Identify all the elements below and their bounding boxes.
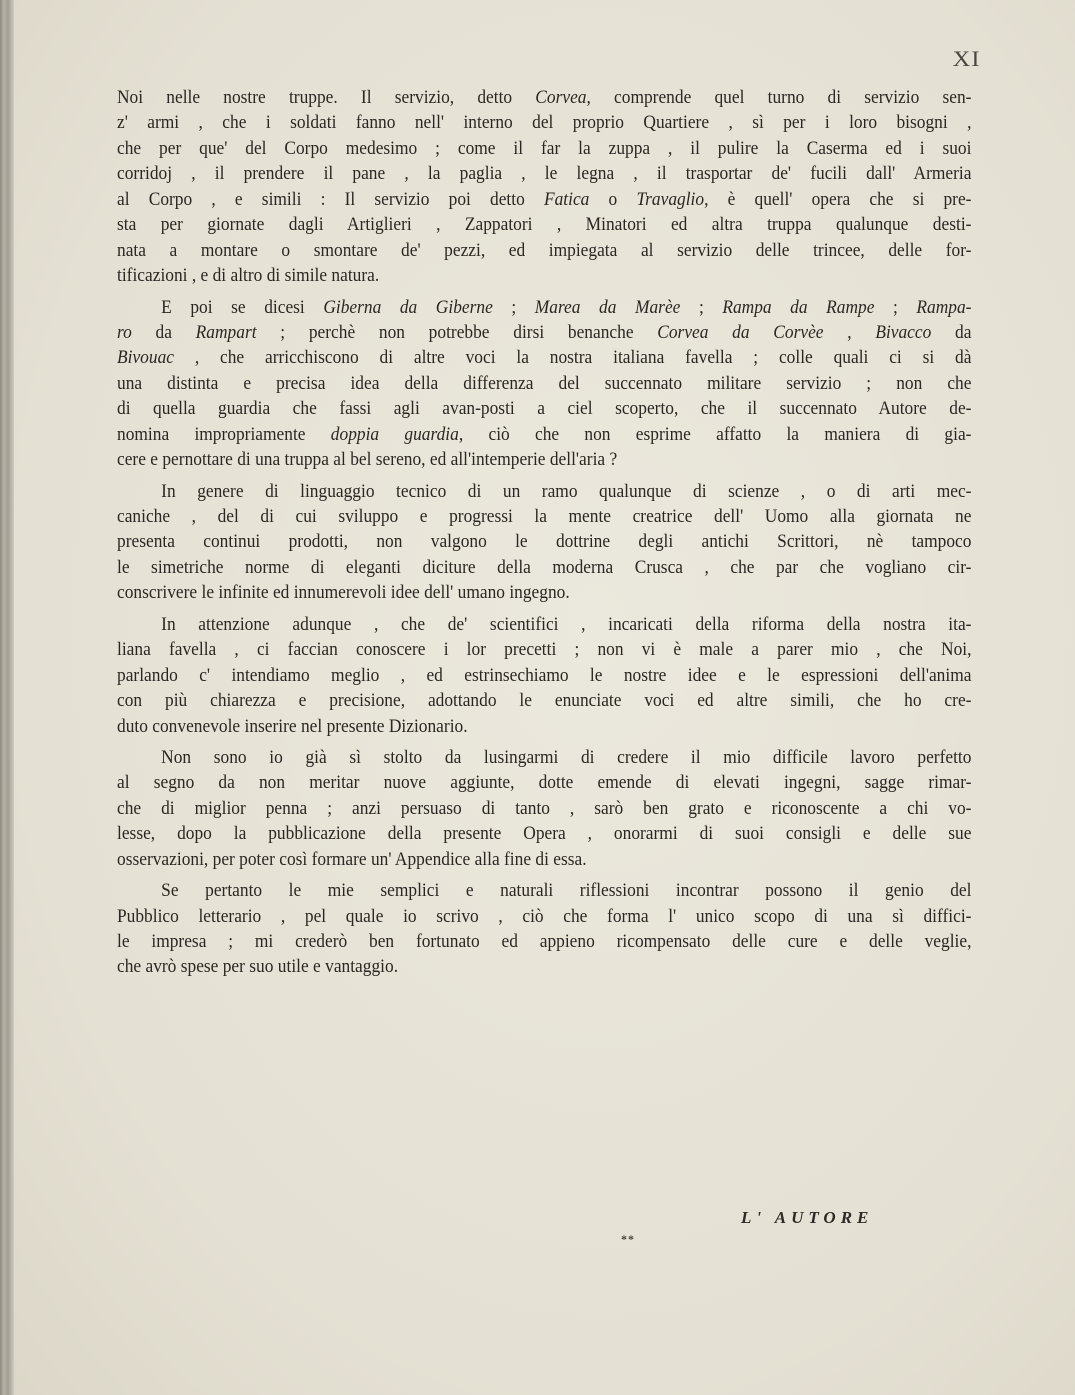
text-line: che avrò spese per suo utile e vantaggio. xyxy=(117,957,399,978)
text-line: tificazioni , e di altro di simile natura. xyxy=(117,266,380,287)
text-line: con più chiarezza e precisione, adottando le enunciate voci ed altre simili, che ho cre- xyxy=(117,691,972,712)
text-line: Non sono io già sì stolto da lusingarmi di credere il mio difficile lavoro perfetto xyxy=(161,747,972,768)
book-binding-edge xyxy=(0,0,14,1395)
text-line: caniche , del di cui sviluppo e progressi la mente creatrice dell' Uomo alla giornata ne xyxy=(117,507,972,527)
text-line: Pubblico letterario , pel quale io scrivo , ciò che forma l' unico scopo di una sì diffici- xyxy=(117,906,972,927)
text-line: In genere di linguaggio tecnico di un ramo qualunque di scienze , o di arti mec- xyxy=(161,481,972,502)
text-line: le simetriche norme di eleganti diciture della moderna Crusca , che par che vogliano cir- xyxy=(117,557,972,578)
text-line: osservazioni, per poter così formare un' Appendice alla fine di essa. xyxy=(117,849,587,870)
text-line: ro da Rampart ; perchè non potrebbe dirsi benanche Corvea da Corvèe , Bivacco da xyxy=(117,322,972,343)
text-line: una distinta e precisa idea della differenza del succennato militare servizio ; non che xyxy=(117,373,972,394)
text-line: Bivouac , che arricchiscono di altre voci la nostra italiana favella ; colle quali ci si dà xyxy=(117,348,972,369)
text-line: conscrivere le infinite ed innumerevoli idee dell' umano ingegno. xyxy=(117,583,570,604)
text-line: lesse, dopo la pubblicazione della presente Opera , onorarmi di suoi consigli e delle sue xyxy=(117,824,972,845)
paragraph xyxy=(117,86,972,290)
paragraph xyxy=(117,296,972,474)
text-line: cere e pernottare di una truppa al bel sereno, ed all'intemperie dell'aria ? xyxy=(117,450,618,471)
text-line: Se pertanto le mie semplici e naturali riflessioni incontrar possono il genio del xyxy=(161,881,972,902)
page-number: XI xyxy=(952,46,981,71)
text-line: presenta continui prodotti, non valgono le dottrine degli antichi Scrittori, nè tampoco xyxy=(117,532,972,553)
text-line: In attenzione adunque , che de' scientifici , incaricati della riforma della nostra ita- xyxy=(161,614,972,635)
text-line: sta per giornate dagli Artiglieri , Zappatori , Minatori ed altra truppa qualunque desti- xyxy=(117,215,972,236)
text-line: che per que' del Corpo medesimo ; come il far la zuppa , il pulire la Caserma ed i suoi xyxy=(117,138,972,159)
text-line: parlando c' intendiamo meglio , ed estrinsechiamo le nostre idee e le espressioni dell'anima xyxy=(117,665,972,686)
text-line: Noi nelle nostre truppe. Il servizio, detto Corvea, comprende quel turno di servizio sen- xyxy=(117,88,972,108)
text-line: che di miglior penna ; anzi persuaso di tanto , sarò ben grato e riconoscente a chi vo- xyxy=(117,798,972,819)
paragraph xyxy=(117,746,972,873)
paragraph xyxy=(117,879,972,981)
paragraph xyxy=(117,613,972,740)
text-line: E poi se dicesi Giberna da Giberne ; Marea da Marèe ; Rampa da Rampe ; Rampa- xyxy=(161,297,972,318)
text-line: nata a montare o smontare de' pezzi, ed impiegata al servizio delle trincee, delle for- xyxy=(117,240,972,261)
author-signature: L' AUTORE xyxy=(741,1208,874,1227)
text-line: duto convenevole inserire nel presente Dizionario. xyxy=(117,716,468,737)
text-line: liana favella , ci faccian conoscere i lor precetti ; non vi è male a parer mio , che Noi, xyxy=(117,640,972,661)
text-line: le impresa ; mi crederò ben fortunato ed appieno ricompensato delle cure e delle veglie, xyxy=(117,932,972,952)
text-line: al segno da non meritar nuove aggiunte, dotte emende di elevati ingegni, sagge rimar- xyxy=(117,773,972,794)
text-line: z' armi , che i soldati fanno nell' interno del proprio Quartiere , sì per i loro bisogni , xyxy=(117,113,972,134)
paragraph xyxy=(117,480,972,607)
signature-mark: ** xyxy=(621,1232,635,1246)
text-line: corridoj , il prendere il pane , la paglia , le legna , il trasportar de' fucili dall' Armeria xyxy=(117,164,972,185)
text-line: nomina impropriamente doppia guardia, ciò che non esprime affatto la maniera di gia- xyxy=(117,424,972,445)
text-line: di quella guardia che fassi agli avan-posti a ciel scoperto, che il succennato Autore de- xyxy=(117,399,972,420)
body-text xyxy=(117,86,972,981)
text-line: al Corpo , e simili : Il servizio poi detto Fatica o Travaglio, è quell' opera che si pre- xyxy=(117,189,972,210)
